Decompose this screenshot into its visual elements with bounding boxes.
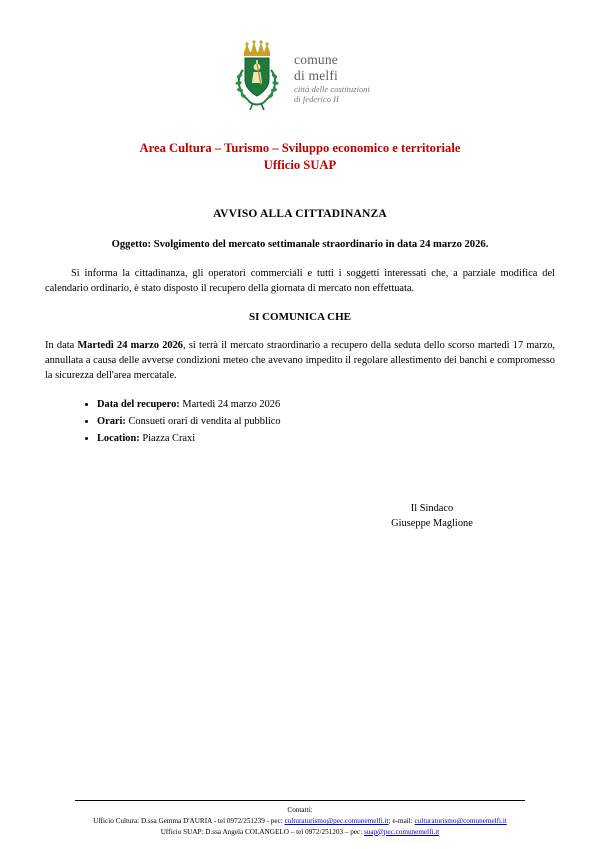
footer-cultura-mid: ; e-mail: bbox=[388, 817, 415, 826]
detail-value-date: Martedì 24 marzo 2026 bbox=[179, 399, 281, 411]
list-item bbox=[97, 397, 555, 413]
notice-body-prefix: In data bbox=[45, 339, 78, 351]
municipal-crest-icon bbox=[230, 40, 284, 114]
notice-intro-paragraph: Si informa la cittadinanza, gli operatori commerciali e tutti i soggetti interessati che, a parziale modifica del calendario ordinario, è stato disposto il recupero della giornata di mercato non effettuata. bbox=[45, 268, 555, 294]
detail-label-date: Data del recupero: bbox=[97, 399, 180, 411]
footer-suap-text: Ufficio SUAP: D.ssa Angela COLANGELO – tel 0972/251203 – pec: bbox=[160, 827, 364, 836]
department-title-line-2: Ufficio SUAP bbox=[263, 158, 337, 172]
document-header bbox=[45, 40, 555, 114]
notice-body-date: Martedì 24 marzo 2026 bbox=[77, 339, 183, 351]
department-title bbox=[45, 140, 555, 174]
notice-title: AVVISO ALLA CITTADINANZA bbox=[213, 208, 387, 220]
footer-link-cultura-email[interactable]: culturaturismo@comunemelfi.it bbox=[414, 817, 507, 826]
footer-contact-line-suap bbox=[45, 827, 555, 837]
logo-line-2: di melfi bbox=[294, 67, 339, 83]
logo-wordmark bbox=[294, 40, 370, 104]
detail-label-hours: Orari: bbox=[97, 416, 126, 428]
signature-block bbox=[337, 501, 527, 531]
notice-subject: Oggetto: Svolgimento del mercato settimanale straordinario in data 24 marzo 2026. bbox=[111, 239, 489, 250]
notice-body-paragraph bbox=[45, 338, 555, 384]
signature-role: Il Sindaco bbox=[410, 503, 454, 515]
detail-value-hours: Consueti orari di vendita al pubblico bbox=[125, 416, 281, 428]
footer-contacts-label: Contatti: bbox=[287, 806, 313, 815]
footer-link-cultura-pec[interactable]: culturaturismo@pec.comunemelfi.it bbox=[284, 817, 389, 826]
logo-line-4: di federico II bbox=[294, 93, 339, 104]
notice-body-suffix: , si terrà il mercato straordinario a recupero della seduta dello scorso martedì 17 marzo, annullata a causa delle avverse condizioni meteo che avevano impedito il regolare allestimento dei banchi e compromesso la sicurezza dell'area mercatale. bbox=[45, 339, 555, 382]
notice-announce-heading: SI COMUNICA CHE bbox=[248, 310, 352, 323]
logo bbox=[230, 40, 370, 114]
footer-cultura-text: Ufficio Cultura: D.ssa Gemma D'AURIA - tel 0972/251239 - pec: bbox=[93, 817, 285, 826]
footer-link-suap-pec[interactable]: suap@pec.comunemelfi.it bbox=[364, 827, 440, 836]
detail-label-location: Location: bbox=[97, 432, 140, 444]
document-footer bbox=[45, 800, 555, 837]
logo-line-1: comune bbox=[294, 52, 338, 67]
department-title-line-1: Area Cultura – Turismo – Sviluppo economico e territoriale bbox=[139, 141, 461, 155]
notice-details-list bbox=[45, 397, 555, 447]
list-item bbox=[97, 414, 555, 430]
detail-value-location: Piazza Craxi bbox=[139, 432, 196, 444]
list-item bbox=[97, 431, 555, 447]
footer-contact-line-cultura bbox=[45, 816, 555, 826]
footer-divider bbox=[75, 800, 525, 801]
signature-name: Giuseppe Maglione bbox=[391, 518, 473, 530]
logo-line-3: città delle costituzioni bbox=[294, 83, 370, 94]
